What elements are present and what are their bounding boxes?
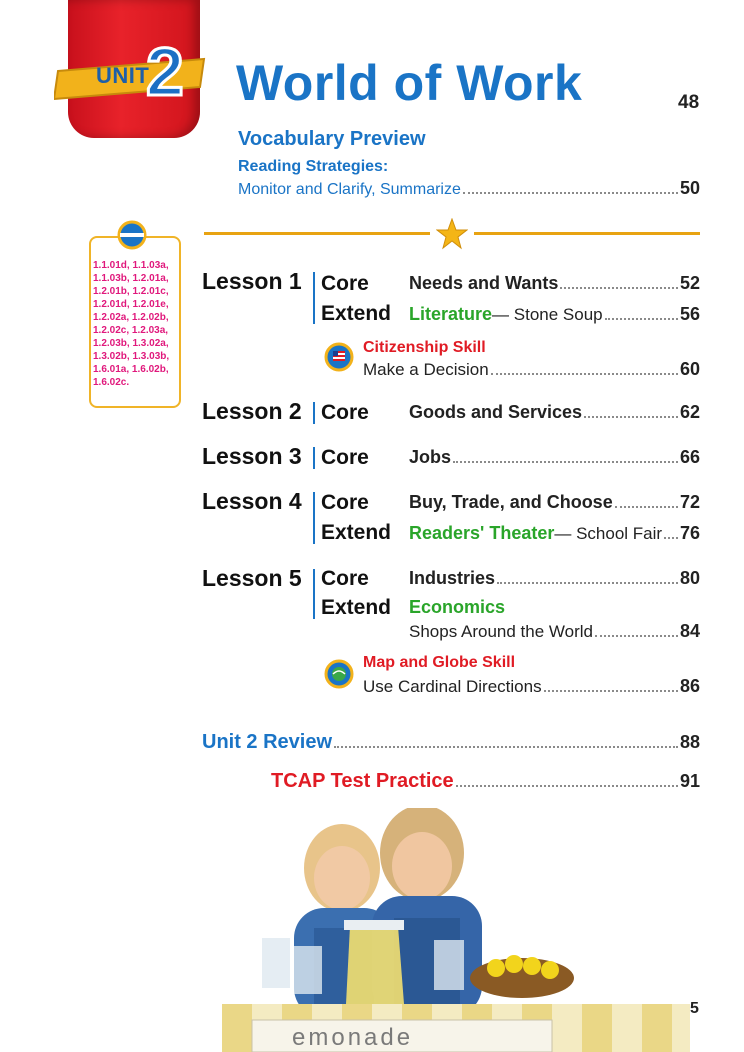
dot-leader <box>334 746 678 748</box>
unit-title-page: 48 <box>678 92 700 113</box>
page-ref: 62 <box>679 402 700 422</box>
page-number: 5 <box>690 1000 699 1017</box>
dot-leader <box>463 192 678 194</box>
dot-leader <box>615 506 678 508</box>
page-ref: 86 <box>679 676 700 696</box>
entry-title: Industries <box>409 568 496 588</box>
page-ref: 76 <box>679 523 700 543</box>
lesson-4-core-label: Core <box>321 491 369 514</box>
page-ref: 66 <box>679 447 700 467</box>
standards-list: 1.1.01d, 1.1.03a, 1.1.03b, 1.2.01a, 1.2.01b, 1.2.01c, 1.2.01d, 1.2.01e, 1.2.02a, 1.2.02b, 1.2.02c, 1.2.03a, 1.2.03b, 1.3.02a, 1.3.02b, 1.3.03b, 1.6.01a, 1.6.02b, 1.6.02c. <box>93 260 170 388</box>
lesson-5-bar <box>313 569 315 619</box>
entry-title: Use Cardinal Directions <box>363 677 542 696</box>
entry-title: Goods and Services <box>409 402 583 422</box>
dot-leader <box>456 785 678 787</box>
lesson-1-extend-entry[interactable] <box>409 304 700 325</box>
tcap-entry[interactable] <box>271 770 700 793</box>
unit-number: 2 <box>146 34 184 110</box>
entry-title: Readers' Theater <box>409 523 555 543</box>
standards-badge-icon <box>117 220 147 250</box>
map-globe-skill-entry[interactable] <box>363 676 700 697</box>
lemonade-sign: emonade <box>292 1024 414 1051</box>
lesson-4-extend-entry[interactable] <box>409 523 700 544</box>
lesson-3-bar <box>313 447 315 469</box>
lesson-1-core-entry[interactable] <box>409 273 700 294</box>
entry-title: Unit 2 Review <box>202 731 333 753</box>
entry-title: Literature <box>409 304 493 324</box>
page-ref: 50 <box>679 178 700 198</box>
page-ref: 72 <box>679 492 700 512</box>
divider-right <box>474 232 700 235</box>
page-ref: 91 <box>679 771 700 791</box>
lesson-2-label: Lesson 2 <box>202 398 302 424</box>
page-ref: 56 <box>679 304 700 324</box>
unit-review-entry[interactable] <box>202 731 700 754</box>
entry-title: Jobs <box>409 447 452 467</box>
citizenship-skill-entry[interactable] <box>363 359 700 380</box>
lesson-1-label: Lesson 1 <box>202 268 302 294</box>
reading-strategies-heading: Reading Strategies: <box>238 158 389 175</box>
page-ref: 88 <box>679 732 700 752</box>
dot-leader <box>491 373 678 375</box>
dot-leader <box>453 461 678 463</box>
entry-subtitle: Shops Around the World <box>409 622 593 641</box>
dot-leader <box>664 537 678 539</box>
map-globe-skill-title: Map and Globe Skill <box>363 654 516 671</box>
lesson-3-label: Lesson 3 <box>202 443 302 469</box>
page-ref: 80 <box>679 568 700 588</box>
entry-title: Needs and Wants <box>409 273 559 293</box>
entry-subtitle: — School Fair <box>554 524 663 543</box>
dot-leader <box>544 690 678 692</box>
lesson-4-label: Lesson 4 <box>202 488 302 514</box>
entry-subtitle: — Stone Soup <box>492 305 603 324</box>
lesson-3-core-entry[interactable] <box>409 447 700 468</box>
lesson-5-extend-title: Economics <box>409 597 506 617</box>
entry-title: TCAP Test Practice <box>271 770 454 792</box>
star-icon <box>436 218 468 250</box>
lesson-5-extend-entry[interactable] <box>409 621 700 642</box>
unit-label: UNIT <box>96 63 150 88</box>
lesson-5-core-entry[interactable] <box>409 568 700 589</box>
lesson-1-bar <box>313 272 315 324</box>
dot-leader <box>584 416 678 418</box>
lesson-3-core-label: Core <box>321 446 369 469</box>
lesson-5-extend-label: Extend <box>321 596 392 619</box>
lesson-2-bar <box>313 402 315 424</box>
dot-leader <box>595 635 678 637</box>
entry-title: Make a Decision <box>363 360 489 379</box>
reading-strategies-text: Monitor and Clarify, Summarize <box>238 181 461 198</box>
citizenship-flag-icon <box>324 342 354 372</box>
lesson-1-core-label: Core <box>321 272 369 295</box>
lesson-1-extend-label: Extend <box>321 302 392 325</box>
lesson-2-core-label: Core <box>321 401 369 424</box>
lesson-4-extend-label: Extend <box>321 521 392 544</box>
page-ref: 84 <box>679 621 700 641</box>
dot-leader <box>560 287 678 289</box>
lesson-5-label: Lesson 5 <box>202 565 302 591</box>
lesson-4-core-entry[interactable] <box>409 492 700 513</box>
divider-left <box>204 232 430 235</box>
dot-leader <box>605 318 678 320</box>
reading-strategies-entry[interactable] <box>238 178 700 199</box>
vocabulary-preview[interactable]: Vocabulary Preview <box>238 128 426 150</box>
lesson-4-bar <box>313 492 315 544</box>
page-ref: 60 <box>679 359 700 379</box>
lemonade-stand-photo <box>222 808 690 1052</box>
citizenship-skill-title: Citizenship Skill <box>363 339 486 356</box>
unit-title: World of Work <box>236 55 583 111</box>
dot-leader <box>497 582 678 584</box>
globe-icon <box>324 659 354 689</box>
lesson-5-core-label: Core <box>321 567 369 590</box>
lesson-2-core-entry[interactable] <box>409 402 700 423</box>
entry-title: Buy, Trade, and Choose <box>409 492 613 512</box>
page-ref: 52 <box>679 273 700 293</box>
